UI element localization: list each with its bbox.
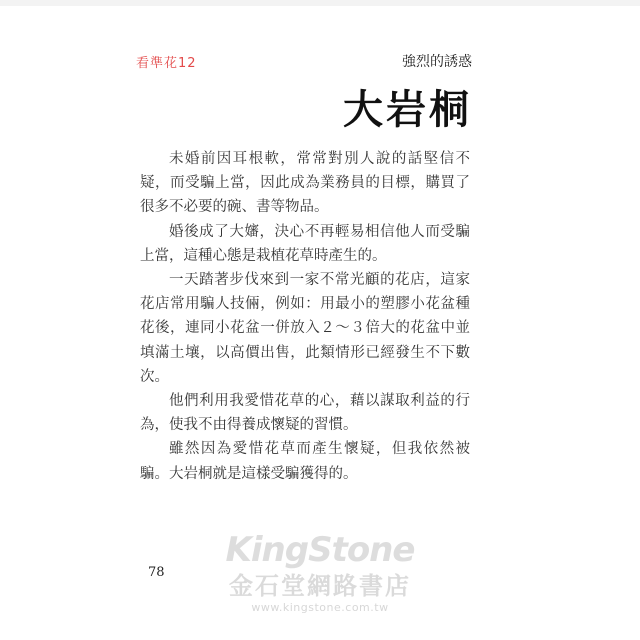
watermark	[205, 530, 435, 614]
paragraph: 他們利用我愛惜花草的心，藉以謀取利益的行為，使我不由得養成懷疑的習慣。	[140, 393, 470, 434]
paragraph: 未婚前因耳根軟，常常對別人說的話堅信不疑，而受騙上當，因此成為業務員的目標，購買了很多不必要的碗、書等物品。	[140, 151, 470, 216]
page-title: 大岩桐	[343, 87, 472, 133]
watermark-url: www.kingstone.com.tw	[251, 601, 389, 614]
watermark-brand: KingStone	[225, 530, 415, 570]
paragraph: 雖然因為愛惜花草而產生懷疑，但我依然被騙。大岩桐就是這樣受騙獲得的。	[140, 441, 470, 482]
watermark-brand-zh: 金石堂網路書店	[229, 571, 411, 600]
paragraph: 婚後成了大嬸，決心不再輕易相信他人而受騙上當，這種心態是栽植花草時產生的。	[140, 223, 470, 264]
paragraph: 一天踏著步伐來到一家不常光顧的花店，這家花店常用騙人技倆，例如：用最小的塑膠小花盆種花後，連同小花盆一併放入２～３倍大的花盆中並填滿土壤，以高價出售，此類情形已經發生不下數次。	[140, 272, 470, 385]
page-number: 78	[148, 565, 165, 580]
page-edge	[0, 0, 640, 6]
body-text	[140, 147, 470, 486]
series-label: 看準花12	[136, 56, 197, 71]
section-label: 強烈的誘惑	[402, 54, 472, 70]
